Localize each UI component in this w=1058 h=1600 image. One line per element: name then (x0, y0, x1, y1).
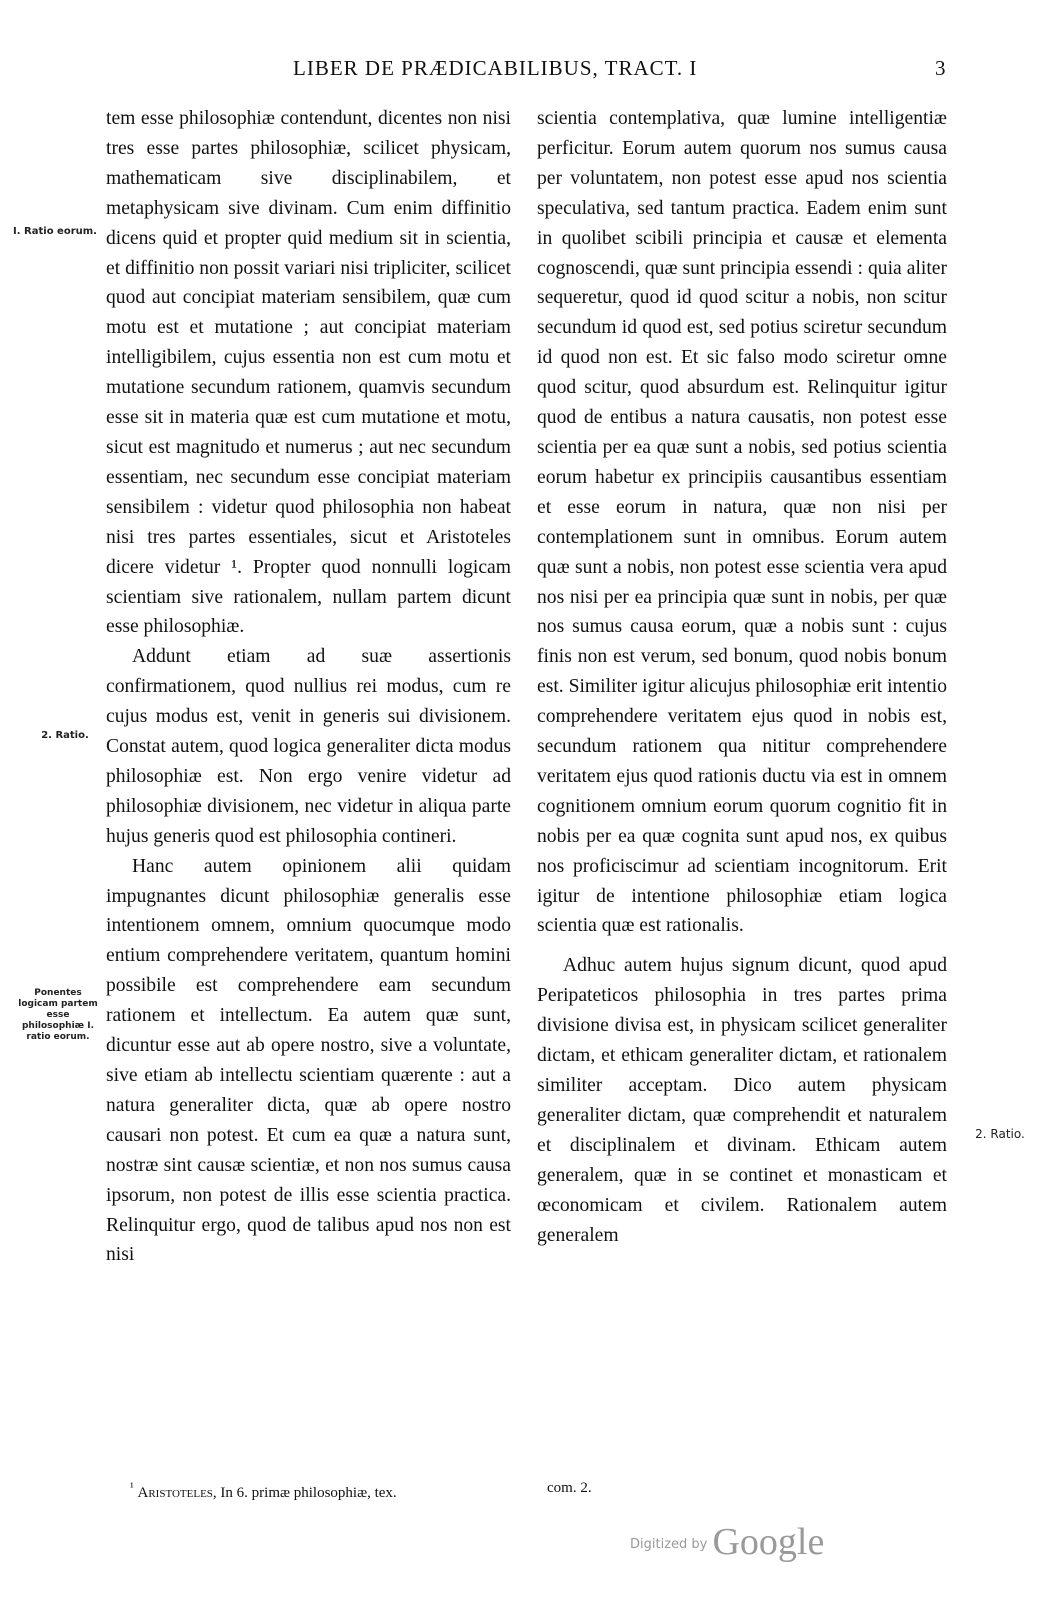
footnote-author: Aristoteles (137, 1485, 213, 1501)
margin-note-ponentes: Ponentes logicam partem esse philosophiæ I. ratio eorum. (18, 988, 98, 1042)
footnote-continuation: com. 2. (547, 1480, 592, 1496)
page-number: 3 (935, 56, 946, 80)
paragraph: Hanc autem opinionem alii quidam impugnantes dicunt philosophiæ generalis esse intentionem omnem, omnium quocumque modo entium comprehendere veritatem, quantum homini possibile est comprehendere eam secundum rationem et intellectum. Ea autem quæ sunt, dicuntur esse aut ab opere nostro, sive a voluntate, sive etiam ab intellectu scientiam quærente : aut a natura generaliter dicta, quæ ab opere nostro causari non potest. Et cum ea quæ a natura sunt, nostræ sint causæ scientiæ, et non nos sumus causa ipsorum, non potest de illis esse scientia practica. Relinquitur ergo, quod de talibus apud nos non est nisi (106, 855, 511, 1266)
left-column (106, 104, 511, 1270)
page-header (0, 56, 1058, 92)
paragraph: Adhuc autem hujus signum dicunt, quod apud Peripateticos philosophia in tres partes prima divisione divisa est, in physicam scilicet generaliter dictam, et ethicam generaliter dictam, et rationalem similiter acceptam. Dico autem physicam generaliter dictam, quæ comprehendit et naturalem et disciplinalem et divinam. Ethicam autem generalem, quæ in se continet et monasticam et œconomicam et civilem. Rationalem autem generalem (537, 955, 947, 1246)
paragraph: Addunt etiam ad suæ assertionis confirmationem, quod nullius rei modus, cum re cujus modus est, venit in generis sui divisionem. Constat autem, quod logica generaliter dicta modus philosophiæ est. Non ergo venire videtur ad philosophiæ divisionem, nec videtur in aliqua parte hujus generis quod est philosophia contineri. (106, 646, 511, 847)
footnote-marker: ¹ (130, 1480, 134, 1494)
watermark-small-text: Digitized by (630, 1537, 708, 1552)
google-watermark (630, 1520, 824, 1564)
paragraph: tem esse philosophiæ contendunt, dicentes non nisi tres esse partes philosophiæ, scilicet physicam, mathematicam sive disciplinabilem, et metaphysicam sive divinam. Cum enim diffinitio dicens quid et propter quid medium sit in scientia, et diffinitio non possit variari nisi tripliciter, scilicet quod aut concipiat materiam sensibilem, quæ cum motu est et mutatione ; aut concipiat materiam intelligibilem, cujus essentia non est cum motu et mutatione secundum rationem, quamvis secundum esse sit in materia quæ est cum mutatione et motu, sicut est magnitudo et numerus ; aut nec secundum essentiam, nec secundum esse concipiat materiam sensibilem : videtur quod philosophia non habeat nisi tres partes essentiales, sicut et Aristoteles dicere videtur ¹. Propter quod nonnulli logicam scientiam sive rationalem, nullam partem dicunt esse philosophiæ. (106, 108, 511, 638)
right-column (537, 104, 947, 1250)
footnote-text: , In 6. primæ philosophiæ, tex. (212, 1485, 397, 1501)
margin-note-ratio-1: I. Ratio eorum. (13, 226, 97, 237)
paragraph: scientia contemplativa, quæ lumine intelligentiæ perficitur. Eorum autem quorum nos sumus causa per voluntatem, non potest esse apud nos scientia speculativa, sed tantum practica. Eadem enim sunt in quolibet scibili principia et causæ et elementa cognoscendi, quæ sunt principia essendi : quia aliter sequeretur, quod id quod scitur a nobis, non scitur secundum id quod est, sed potius sciretur secundum id quod non est. Et sic falso modo sciretur omne quod scitur, quod absurdum est. Relinquitur igitur quod de entibus a natura causatis, non potest esse scientia per ea quæ sunt a nobis, sed potius scientia eorum habetur ex principiis causantibus essentiam et esse eorum in natura, quæ non nisi per contemplationem sunt in omnibus. Eorum autem quæ sunt a nobis, non potest esse scientia vera apud nos nisi per ea principia quæ sunt in nobis, per quæ nos sumus causa eorum, quæ a nobis sunt : cujus finis non est verum, sed bonum, quod nobis bonum est. Similiter igitur alicujus philosophiæ erit intentio comprehendere veritatem ejus quod in nobis est, secundum rationem qua nititur comprehendere veritatem ejus quod rationis ductu via est in omnem cognitionem omnium eorum quorum cognitio fit in nobis per ea quæ cognita sunt apud nos, ex quibus nos proficiscimur ad scientiam incognitorum. Erit igitur de intentione philosophiæ etiam logica scientia quæ est rationalis. (537, 108, 947, 937)
watermark-logo-text: Google (712, 1521, 825, 1563)
running-title: LIBER DE PRÆDICABILIBUS, TRACT. I (293, 56, 698, 80)
margin-note-ratio-2: 2. Ratio. (41, 730, 89, 741)
margin-note-ratio-2-right: 2. Ratio. (975, 1127, 1025, 1141)
